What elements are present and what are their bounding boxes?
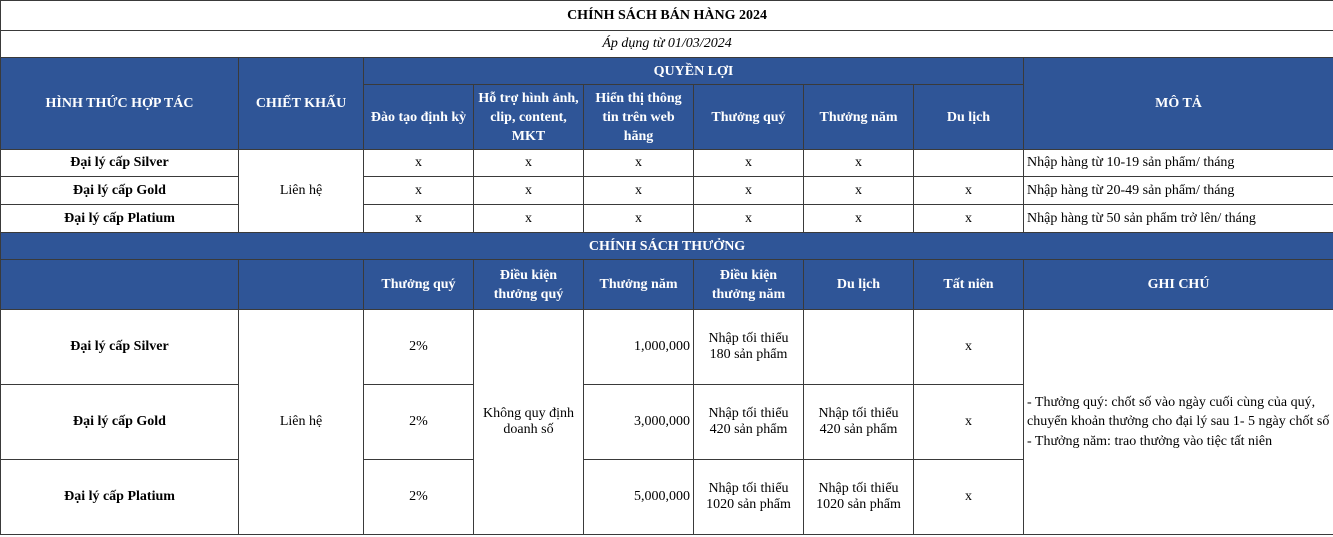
header-dieu-kien-nam[interactable]: Điều kiện thưởng năm (694, 260, 804, 310)
header-empty[interactable] (239, 260, 364, 310)
table-row (1, 177, 1333, 205)
dieu-kien-nam-cell[interactable]: Nhập tối thiểu 420 sản phẩm (694, 385, 804, 460)
header-tat-nien[interactable]: Tất niên (914, 260, 1024, 310)
ghi-chu-line: - Thưởng năm: trao thưởng vào tiệc tất niên (1027, 433, 1273, 449)
sheet-title[interactable]: CHÍNH SÁCH BÁN HÀNG 2024 (1, 1, 1333, 31)
tier-name[interactable]: Đại lý cấp Platium (1, 460, 239, 535)
du-lich-cell[interactable] (804, 310, 914, 385)
header-thuong-nam[interactable]: Thưởng năm (804, 85, 914, 150)
ghi-chu-cell[interactable] (1024, 310, 1333, 535)
mark-cell[interactable]: x (474, 205, 584, 233)
table-row (1, 310, 1333, 385)
chiet-khau-value[interactable]: Liên hệ (239, 150, 364, 233)
table-row (1, 205, 1333, 233)
mark-cell[interactable]: x (364, 177, 474, 205)
mark-cell[interactable]: x (694, 205, 804, 233)
thuong-nam-cell[interactable]: 1,000,000 (584, 310, 694, 385)
du-lich-cell[interactable]: Nhập tối thiểu 420 sản phẩm (804, 385, 914, 460)
thuong-nam-cell[interactable]: 5,000,000 (584, 460, 694, 535)
dieu-kien-nam-cell[interactable]: Nhập tối thiểu 180 sản phẩm (694, 310, 804, 385)
tat-nien-cell[interactable]: x (914, 310, 1024, 385)
sheet-subtitle[interactable]: Áp dụng từ 01/03/2024 (1, 31, 1333, 58)
tier-name[interactable]: Đại lý cấp Platium (1, 205, 239, 233)
mark-cell[interactable]: x (694, 150, 804, 177)
mark-cell[interactable]: x (914, 205, 1024, 233)
thuong-quy-cell[interactable]: 2% (364, 310, 474, 385)
tier-name[interactable]: Đại lý cấp Gold (1, 385, 239, 460)
dieu-kien-nam-cell[interactable]: Nhập tối thiểu 1020 sản phẩm (694, 460, 804, 535)
mark-cell[interactable]: x (474, 177, 584, 205)
header-hien-thi[interactable]: Hiển thị thông tin trên web hãng (584, 85, 694, 150)
mark-cell[interactable]: x (804, 205, 914, 233)
header-quyen-loi[interactable]: QUYỀN LỢI (364, 58, 1024, 85)
header-thuong-nam-2[interactable]: Thưởng năm (584, 260, 694, 310)
header-dao-tao[interactable]: Đào tạo định kỳ (364, 85, 474, 150)
mark-cell[interactable]: x (804, 177, 914, 205)
header-dieu-kien-quy[interactable]: Điều kiện thưởng quý (474, 260, 584, 310)
dieu-kien-quy-cell[interactable]: Không quy định doanh số (474, 310, 584, 535)
du-lich-cell[interactable]: Nhập tối thiểu 1020 sản phẩm (804, 460, 914, 535)
description-cell[interactable]: Nhập hàng từ 10-19 sản phẩm/ tháng (1024, 150, 1333, 177)
header-hinh-thuc[interactable]: HÌNH THỨC HỢP TÁC (1, 58, 239, 150)
header-chiet-khau[interactable]: CHIẾT KHẤU (239, 58, 364, 150)
lien-he-value[interactable]: Liên hệ (239, 310, 364, 535)
description-cell[interactable]: Nhập hàng từ 20-49 sản phẩm/ tháng (1024, 177, 1333, 205)
mark-cell[interactable]: x (584, 150, 694, 177)
mark-cell[interactable]: x (364, 205, 474, 233)
mark-cell[interactable]: x (474, 150, 584, 177)
table-row (1, 150, 1333, 177)
ghi-chu-line: - Thưởng quý: chốt số vào ngày cuối cùng của quý, chuyển khoản thưởng cho đại lý sau 1- 5 ngày chốt số (1027, 394, 1330, 430)
description-cell[interactable]: Nhập hàng từ 50 sản phẩm trở lên/ tháng (1024, 205, 1333, 233)
mark-cell[interactable]: x (364, 150, 474, 177)
mark-cell[interactable]: x (584, 205, 694, 233)
header-ghi-chu[interactable]: GHI CHÚ (1024, 260, 1333, 310)
tier-name[interactable]: Đại lý cấp Gold (1, 177, 239, 205)
mark-cell[interactable]: x (804, 150, 914, 177)
thuong-quy-cell[interactable]: 2% (364, 460, 474, 535)
header-empty[interactable] (1, 260, 239, 310)
section-title-chinh-sach-thuong[interactable]: CHÍNH SÁCH THƯỞNG (1, 233, 1333, 260)
tat-nien-cell[interactable]: x (914, 460, 1024, 535)
mark-cell[interactable]: x (914, 177, 1024, 205)
header-thuong-quy-2[interactable]: Thưởng quý (364, 260, 474, 310)
tier-name[interactable]: Đại lý cấp Silver (1, 310, 239, 385)
tat-nien-cell[interactable]: x (914, 385, 1024, 460)
mark-cell[interactable] (914, 150, 1024, 177)
header-du-lich-2[interactable]: Du lịch (804, 260, 914, 310)
header-ho-tro[interactable]: Hỗ trợ hình ảnh, clip, content, MKT (474, 85, 584, 150)
mark-cell[interactable]: x (584, 177, 694, 205)
header-mo-ta[interactable]: MÔ TẢ (1024, 58, 1333, 150)
mark-cell[interactable]: x (694, 177, 804, 205)
thuong-quy-cell[interactable]: 2% (364, 385, 474, 460)
header-du-lich[interactable]: Du lịch (914, 85, 1024, 150)
tier-name[interactable]: Đại lý cấp Silver (1, 150, 239, 177)
header-thuong-quy[interactable]: Thưởng quý (694, 85, 804, 150)
thuong-nam-cell[interactable]: 3,000,000 (584, 385, 694, 460)
